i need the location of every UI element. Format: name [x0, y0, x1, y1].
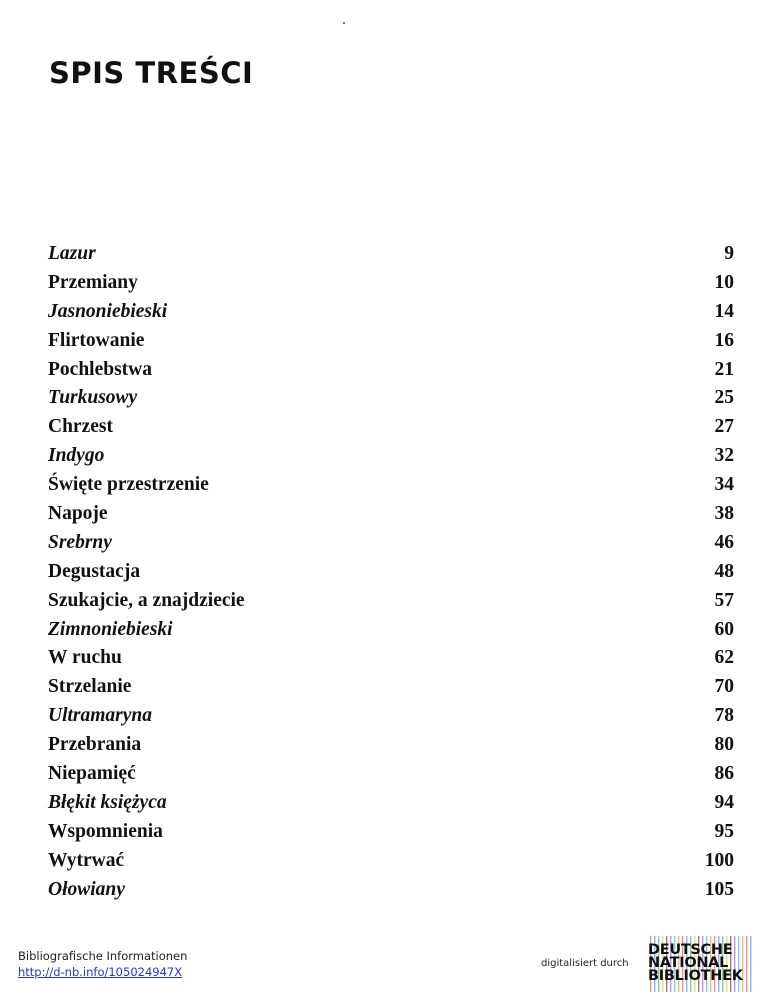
toc-entry-page: 78 — [714, 705, 734, 727]
toc-entry — [48, 587, 734, 616]
toc-entry-page: 14 — [714, 300, 734, 322]
toc-entry — [48, 702, 734, 731]
toc-entry-title: Zimnoniebieski — [48, 618, 173, 640]
toc-entry-page: 46 — [714, 531, 734, 553]
toc-entry-title: Wytrwać — [48, 849, 125, 871]
toc-entry-page: 48 — [714, 560, 734, 582]
toc-entry-title: Jasnoniebieski — [48, 300, 168, 322]
dnb-logo-line: DEUTSCHE — [648, 942, 733, 958]
dnb-logo-text — [648, 944, 752, 983]
toc-entry-page: 60 — [714, 618, 734, 640]
bibliographic-info — [18, 948, 187, 980]
toc-entry-page: 27 — [714, 416, 734, 438]
toc-entry — [48, 558, 734, 587]
page-title: SPIS TREŚCI — [49, 56, 254, 90]
toc-entry-title: Przebrania — [48, 734, 142, 756]
toc-entry — [48, 644, 734, 673]
toc-entry-page: 32 — [714, 445, 734, 467]
toc-entry — [48, 847, 734, 876]
toc-entry — [48, 384, 734, 413]
toc-entry-page: 105 — [704, 878, 734, 900]
toc-entry — [48, 789, 734, 818]
toc-entry-title: Degustacja — [48, 560, 141, 582]
toc-entry — [48, 616, 734, 645]
toc-entry-page: 9 — [724, 243, 734, 264]
toc-entry-title: Turkusowy — [48, 387, 138, 409]
dnb-logo-line: NATIONAL — [648, 955, 729, 971]
toc-entry-title: Przemiany — [48, 271, 138, 293]
toc-entry — [48, 269, 734, 298]
toc-entry-page: 21 — [714, 358, 734, 380]
toc-entry-page: 94 — [714, 791, 734, 813]
toc-entry-page: 25 — [714, 387, 734, 409]
toc-entry-title: Chrzest — [48, 416, 113, 438]
toc-entry-title: Ołowiany — [48, 878, 125, 900]
toc-entry — [48, 413, 734, 442]
bibliographic-info-label: Bibliografische Informationen — [18, 949, 188, 963]
toc-entry-page: 100 — [704, 849, 734, 871]
toc-entry-page: 34 — [714, 474, 734, 496]
digitized-by-label: digitalisiert durch — [541, 958, 629, 969]
toc-entry-page: 86 — [714, 763, 734, 785]
toc-entry-page: 70 — [714, 676, 734, 698]
toc-entry-page: 62 — [714, 647, 734, 669]
toc-entry-title: Pochlebstwa — [48, 358, 152, 380]
toc-entry-title: Święte przestrzenie — [48, 474, 209, 496]
toc-entry-title: Lazur — [48, 243, 96, 264]
toc-entry — [48, 529, 734, 558]
toc-entry-page: 57 — [714, 589, 734, 611]
bibliographic-info-link[interactable]: http://d-nb.info/105024947X — [18, 965, 183, 979]
toc-entry-title: Srebrny — [48, 531, 112, 553]
toc-entry — [48, 500, 734, 529]
toc-entry-title: Strzelanie — [48, 676, 132, 698]
toc-entry-page: 16 — [714, 329, 734, 351]
toc-entry-title: Indygo — [48, 445, 105, 467]
toc-entry-page: 10 — [714, 271, 734, 293]
toc-entry — [48, 673, 734, 702]
toc-entry-page: 95 — [714, 820, 734, 842]
toc-entry — [48, 876, 734, 905]
toc-entry — [48, 356, 734, 385]
dnb-logo — [648, 936, 752, 992]
toc-entry — [48, 442, 734, 471]
toc-entry-title: Błękit księżyca — [48, 791, 167, 813]
toc-entry-title: W ruchu — [48, 647, 122, 669]
toc-entry — [48, 818, 734, 847]
toc-entry-page: 80 — [714, 734, 734, 756]
dnb-logo-line: BIBLIOTHEK — [648, 968, 743, 984]
toc-entry — [48, 298, 734, 327]
toc-entry — [48, 731, 734, 760]
scan-speck — [343, 22, 345, 24]
table-of-contents — [48, 240, 734, 904]
toc-entry — [48, 327, 734, 356]
toc-entry-title: Flirtowanie — [48, 329, 145, 351]
toc-entry — [48, 240, 734, 269]
toc-entry-title: Wspomnienia — [48, 820, 163, 842]
toc-entry-page: 38 — [714, 503, 734, 525]
toc-entry-title: Niepamięć — [48, 763, 136, 785]
toc-entry — [48, 760, 734, 789]
toc-entry-title: Ultramaryna — [48, 705, 153, 727]
toc-entry-title: Szukajcie, a znajdziecie — [48, 589, 245, 611]
toc-entry — [48, 471, 734, 500]
toc-entry-title: Napoje — [48, 503, 108, 525]
